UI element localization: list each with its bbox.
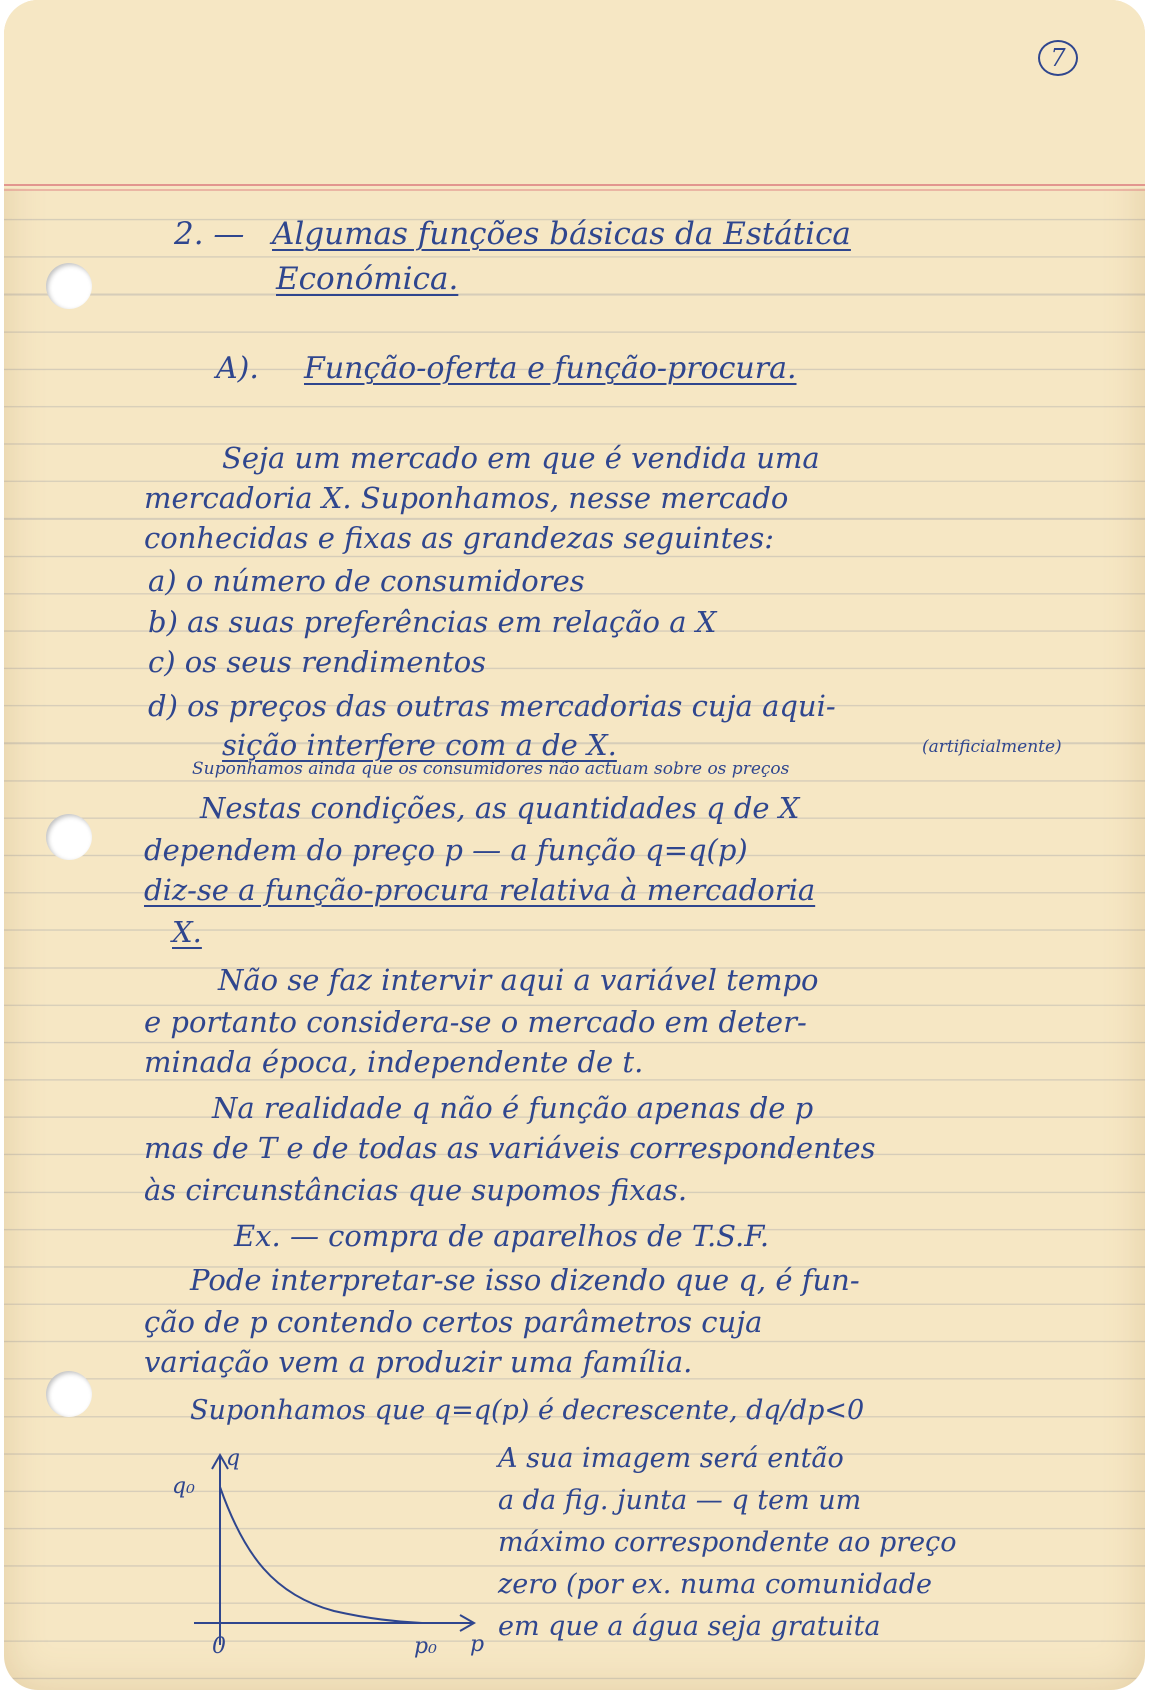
text-line: conhecidas e fixas as grandezas seguintes: — [144, 521, 775, 555]
origin-label: 0 — [212, 1634, 226, 1659]
text-line: e portanto considera-se o mercado em deter- — [144, 1005, 807, 1039]
list-item-b: b) as suas preferências em relação a X — [148, 605, 717, 639]
text-line: Nestas condições, as quantidades q de X — [200, 791, 800, 825]
text-line: às circunstâncias que supomos fixas. — [144, 1173, 688, 1207]
subsection-title: Função-oferta e função-procura. — [304, 351, 797, 386]
punch-hole-bottom — [46, 1371, 92, 1417]
page-header-band — [4, 0, 1145, 188]
figure-text-line: A sua imagem será então — [498, 1443, 844, 1474]
section-number: 2. — — [174, 216, 245, 252]
list-item-d-continued: sição interfere com a de X. — [222, 728, 617, 762]
inserted-note-tail: (artificialmente) — [922, 737, 1062, 757]
text-line-example: Ex. — compra de aparelhos de T.S.F. — [234, 1219, 770, 1253]
section-title-line1: Algumas funções básicas da Estática — [272, 216, 851, 252]
demand-curve — [220, 1487, 422, 1623]
red-margin-line — [4, 184, 1145, 186]
figure-text-line: em que a água seja gratuita — [498, 1611, 881, 1642]
text-line: X. — [172, 915, 202, 949]
text-line: Não se faz intervir aqui a variável tempo — [218, 963, 819, 997]
list-item-a: a) o número de consumidores — [148, 564, 585, 598]
text-line: mas de T e de todas as variáveis correspondentes — [144, 1131, 876, 1165]
text-line-definition: diz-se a função-procura relativa à mercadoria — [144, 873, 816, 907]
y-max-label: q₀ — [172, 1474, 195, 1499]
text-line: variação vem a produzir uma família. — [144, 1345, 693, 1379]
subsection-label: A). — [216, 351, 259, 386]
text-line: dependem do preço p — a função q=q(p) — [144, 833, 748, 867]
x-max-label: p₀ — [414, 1634, 437, 1659]
section-title-line2: Económica. — [276, 261, 459, 297]
figure-text-line: zero (por ex. numa comunidade — [498, 1569, 932, 1600]
figure-text-line: máximo correspondente ao preço — [498, 1527, 957, 1558]
page-number: 7 — [1038, 40, 1078, 76]
text-line: Seja um mercado em que é vendida uma — [222, 441, 820, 475]
inserted-note: Suponhamos ainda que os consumidores não actuam sobre os preços — [192, 759, 790, 779]
notebook-page — [4, 0, 1145, 1690]
punch-hole-middle — [46, 814, 92, 860]
text-line: ção de p contendo certos parâmetros cuja — [144, 1305, 763, 1339]
text-line: Na realidade q não é função apenas de p — [212, 1091, 814, 1125]
punch-hole-top — [46, 263, 92, 309]
red-margin-line-second — [4, 189, 1145, 191]
text-line: mercadoria X. Suponhamos, nesse mercado — [144, 481, 789, 515]
text-line: Pode interpretar-se isso dizendo que q, é fun- — [190, 1263, 860, 1297]
y-axis-label: q — [226, 1446, 241, 1471]
list-item-d: d) os preços das outras mercadorias cuja aqui- — [148, 689, 836, 723]
x-axis-label: p — [470, 1632, 485, 1657]
text-line: minada época, independente de t. — [144, 1045, 644, 1079]
list-item-c: c) os seus rendimentos — [148, 645, 487, 679]
demand-curve-figure — [154, 1445, 494, 1665]
text-line: Suponhamos que q=q(p) é decrescente, dq/dp<0 — [190, 1395, 865, 1426]
figure-text-line: a da fig. junta — q tem um — [498, 1485, 862, 1516]
